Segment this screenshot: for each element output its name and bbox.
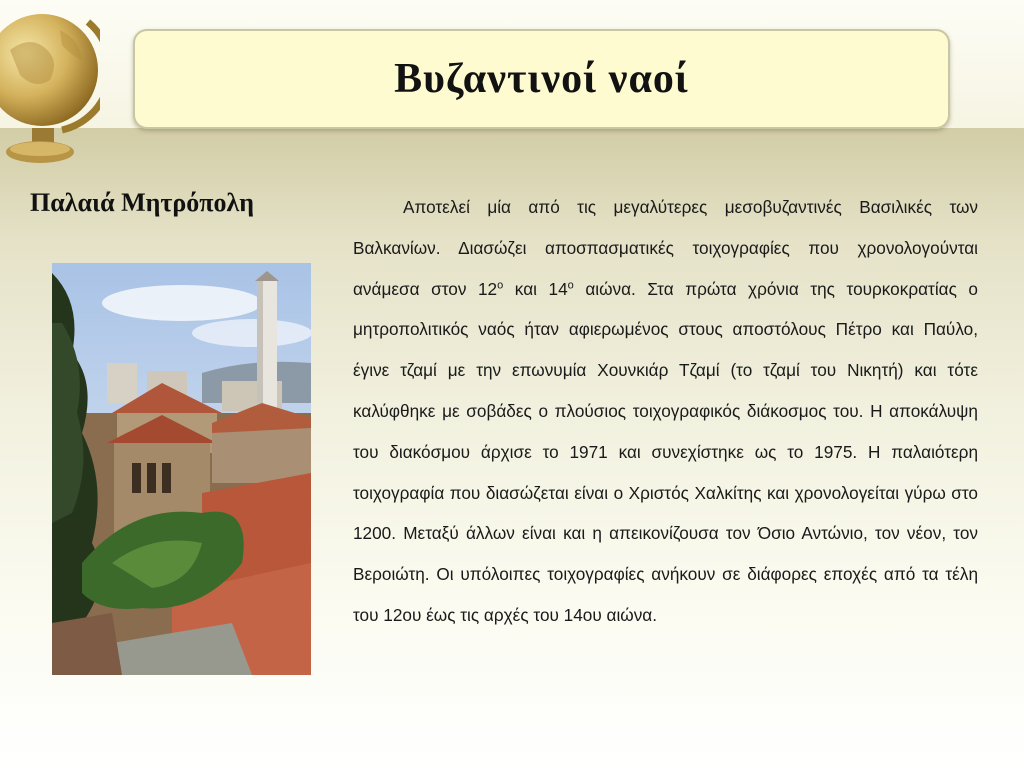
description-part-3: αιώνα. Στα πρώτα χρόνια της τουρκοκρατίας ο μητροπολιτικός ναός ήταν αφιερωμένος στους αποστόλους Πέτρο και Παύλο, έγινε τζαμί με την επωνυμία Χουνκιάρ Τζαμί (το τζαμί του Νικητή) και τότε καλύφθηκε με σοβάδες ο πλούσιος τοιχογραφικός διάκοσμος του. Η αποκάλυψη του διακόσμου άρχισε το 1971 και συνεχίστηκε ως το 1975. Η παλαιότερη τοιχογραφία που διασώζεται είναι ο Χριστός Χαλκίτης και χρονολογείται γύρω στο 1200. Μεταξύ άλλων είναι και η απεικονίζουσα τον Όσιο Αντώνιο, τον νέον, τον Βεροιώτη. Οι υπόλοιπες τοιχογραφίες ανήκουν σε διάφορες εποχές από τα τέλη του 12ου έως τις αρχές του 14ου αιώνα.	[353, 278, 978, 625]
superscript-ordinal: ο	[567, 278, 574, 291]
description-paragraph	[353, 187, 978, 636]
description-part-2: και 14	[503, 278, 568, 299]
globe-icon	[0, 0, 100, 170]
title-box	[133, 29, 950, 129]
superscript-ordinal: ο	[497, 278, 504, 291]
description-part-1: Αποτελεί μία από τις μεγαλύτερες μεσοβυζαντινές Βασιλικές των Βαλκανίων. Διασώζει αποσπασματικές τοιχογραφίες που χρονολογούνται ανάμεσα στον 12	[353, 197, 978, 299]
church-photo	[52, 263, 311, 675]
slide-title: Βυζαντινοί ναοί	[394, 56, 689, 102]
section-heading: Παλαιά Μητρόπολη	[30, 188, 255, 217]
